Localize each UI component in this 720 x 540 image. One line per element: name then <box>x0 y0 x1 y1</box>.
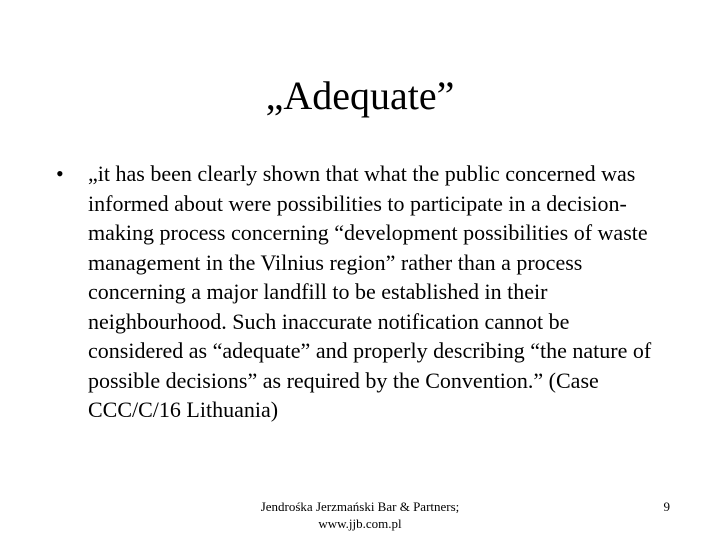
footer-firm-name: Jendrośka Jerzmański Bar & Partners; <box>260 499 460 514</box>
bullet-item <box>56 159 656 425</box>
bullet-marker: • <box>56 161 64 186</box>
footer-credit <box>200 498 520 532</box>
bullet-text: „it has been clearly shown that what the public concerned was informed about were possibilities to participate in a decision-making process concerning “development possibilities of waste management in the Vilnius region” rather than a process concerning a major landfill to be established in their neighbourhood. Such inaccurate notification cannot be considered as “adequate” and properly describing “the nature of possible decisions” as required by the Convention.” (Case CCC/C/16 Lithuania) <box>88 161 652 422</box>
footer-website: www.jjb.com.pl <box>318 516 402 531</box>
page-number: 9 <box>663 499 670 514</box>
slide-title: „Adequate” <box>265 73 455 118</box>
